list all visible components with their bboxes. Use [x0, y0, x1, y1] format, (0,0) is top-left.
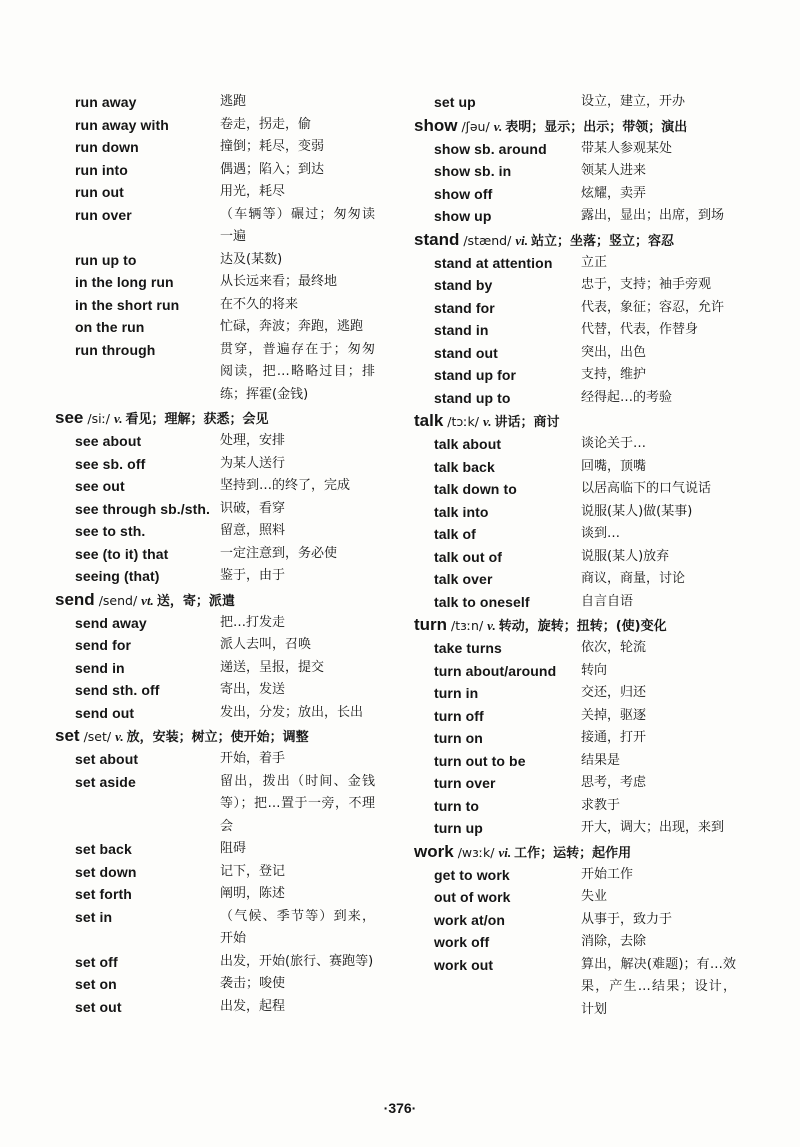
phrase-meaning: 用光，耗尽 [220, 184, 286, 199]
headword-see [55, 406, 385, 430]
page-number: ·376· [383, 1100, 417, 1116]
phrase-entry [414, 660, 754, 683]
headword-definition: 工作；运转；起作用 [514, 845, 632, 861]
headword-definition: 看见；理解；获悉；会见 [125, 412, 269, 427]
phrase-text: send out [75, 704, 135, 721]
phrase-meaning: 一定注意到，务必使 [220, 545, 338, 561]
phrase-meaning: 思考，考虑 [581, 775, 647, 790]
phonetic: /send/ [98, 592, 138, 608]
phrase-entry [414, 523, 754, 546]
phrase-entry [55, 612, 385, 635]
phrase-meaning: 立正 [581, 254, 608, 270]
phrase-text: send for [75, 637, 132, 653]
phrase-entry [55, 861, 385, 884]
phrase-meaning: 结果是 [581, 752, 621, 768]
phrase-text: set back [75, 841, 132, 857]
phrase-meaning: 忙碌，奔波；奔跑，逃跑 [220, 319, 364, 334]
phrase-text: talk into [434, 503, 489, 520]
phrase-meaning: 代表，象征；容忍，允许 [581, 299, 725, 315]
phrase-meaning: 代替，代表，作替身 [581, 322, 699, 337]
phrase-meaning: 设立，建立，开办 [581, 94, 686, 109]
phrase-text: set off [75, 953, 118, 970]
phrase-entry [55, 771, 385, 839]
headword: talk [414, 411, 444, 430]
phrase-entry [55, 838, 385, 861]
phrase-meaning: 偶遇；陷入；到达 [220, 161, 325, 177]
phrase-meaning: 把…打发走 [220, 614, 286, 630]
phrase-meaning: （气候、季节等）到来，开始 [220, 908, 375, 946]
phrase-text: show sb. in [434, 163, 512, 179]
phrase-entry [414, 637, 754, 660]
left-column [55, 91, 385, 1018]
headword: work [414, 841, 454, 861]
phrase-meaning: 回嘴，顶嘴 [581, 458, 647, 474]
phrase-entry [55, 181, 385, 204]
phrase-text: turn about/around [434, 662, 557, 679]
phrase-text: stand up for [434, 367, 517, 383]
phrase-text: see through sb./sth. [75, 500, 211, 517]
phrase-meaning: 鉴于，由于 [220, 568, 286, 583]
part-of-speech: v. [114, 411, 123, 426]
phrase-text: talk to oneself [434, 593, 530, 610]
phrase-entry [414, 591, 754, 614]
phrase-text: set up [434, 94, 476, 110]
phrase-text: set in [75, 908, 113, 925]
phrase-entry [414, 501, 754, 524]
phrase-entry [414, 160, 754, 183]
phrase-entry [414, 478, 754, 501]
phrase-entry [414, 682, 754, 705]
phrase-entry [55, 520, 385, 543]
headword: stand [414, 229, 460, 249]
phonetic: /tɜːn/ [451, 618, 484, 633]
phrase-entry [55, 316, 385, 339]
phrase-text: run out [75, 184, 124, 200]
phrase-entry [55, 679, 385, 702]
phrase-meaning: 支持，维护 [581, 367, 647, 382]
phrase-text: see out [75, 478, 125, 494]
part-of-speech: vt. [141, 592, 154, 608]
phrase-text: talk over [434, 571, 493, 587]
phrase-text: send away [75, 614, 147, 631]
phrase-meaning: 自言自语 [581, 593, 634, 609]
phrase-meaning: 开始，着手 [220, 751, 286, 766]
phrase-text: see sb. off [75, 455, 146, 472]
part-of-speech: vi. [515, 232, 528, 248]
phrase-entry [414, 387, 754, 410]
headword-definition: 讲话；商讨 [494, 415, 560, 430]
phrase-entry [414, 909, 754, 932]
phrase-text: in the long run [75, 274, 174, 290]
headword-turn [414, 613, 754, 637]
phrase-entry [55, 159, 385, 182]
phrase-text: show off [434, 185, 493, 202]
phrase-text: out of work [434, 889, 511, 905]
phrase-meaning: 关掉，驱逐 [581, 707, 647, 723]
phrase-meaning: 识破，看穿 [220, 500, 286, 516]
phrase-meaning: 转向 [581, 662, 608, 678]
phrase-text: run through [75, 341, 156, 358]
phrase-text: send sth. off [75, 682, 160, 698]
phonetic: /tɔːk/ [447, 414, 479, 429]
phrase-entry [414, 252, 754, 275]
phrase-meaning: 算出，解决(难题)；有…效果，产生…结果；设计，计划 [581, 956, 736, 1017]
phrase-text: seeing (that) [75, 568, 160, 584]
phrase-text: turn out to be [434, 752, 526, 769]
phrase-meaning: 撞倒；耗尽，变弱 [220, 139, 325, 154]
phrase-entry [55, 453, 385, 476]
headword-send [55, 588, 385, 612]
phrase-meaning: 袭击；唆使 [220, 976, 286, 991]
phonetic: /wɜːk/ [457, 844, 495, 860]
phonetic: /stænd/ [463, 232, 512, 248]
phrase-entry [414, 795, 754, 818]
phrase-entry [55, 339, 385, 407]
phrase-text: show sb. around [434, 140, 547, 157]
phrase-entry [55, 294, 385, 317]
phrase-meaning: 求教于 [581, 797, 621, 813]
phrase-text: on the run [75, 319, 145, 335]
phrase-meaning: 卷走，拐走，偷 [220, 116, 312, 132]
headword: show [414, 115, 458, 135]
phrase-meaning: 达及(某数) [220, 251, 283, 267]
headword-set [55, 724, 385, 748]
phrase-entry [414, 205, 754, 228]
phrase-entry [55, 543, 385, 566]
headword-definition: 转动，旋转；扭转；(使)变化 [498, 619, 667, 634]
phrase-entry [414, 91, 754, 114]
phrase-text: work at/on [434, 911, 506, 928]
phrase-meaning: 出发，开始(旅行、赛跑等) [220, 953, 374, 969]
phrase-text: set aside [75, 773, 136, 790]
phrase-meaning: 商议，商量，讨论 [581, 571, 686, 586]
phrase-entry [414, 817, 754, 840]
phrase-text: set down [75, 863, 137, 880]
phrase-entry [414, 183, 754, 206]
phrase-meaning: 贯穿，普遍存在于；匆匆阅读，把…略略过目；排练；挥霍(金钱) [220, 341, 375, 402]
phrase-text: turn over [434, 775, 496, 791]
phrase-meaning: 开大，调大；出现，来到 [581, 820, 725, 835]
phrase-text: stand in [434, 322, 489, 338]
phrase-meaning: 说服(某人)放弃 [581, 548, 670, 564]
phrase-entry [55, 883, 385, 906]
part-of-speech: v. [115, 729, 124, 744]
phrase-meaning: 领某人进来 [581, 163, 647, 178]
phrase-text: take turns [434, 640, 502, 656]
phrase-meaning: 露出，显出；出席，到场 [581, 208, 725, 223]
headword: send [55, 589, 95, 609]
phrase-text: run into [75, 161, 128, 178]
phrase-entry [55, 951, 385, 974]
phrase-meaning: 带某人参观某处 [581, 140, 673, 156]
phrase-meaning: 发出，分发；放出，长出 [220, 704, 364, 720]
phrase-text: turn up [434, 820, 483, 836]
phrase-meaning: 逃跑 [220, 94, 247, 109]
headword-work [414, 840, 754, 864]
phrase-text: turn in [434, 685, 479, 701]
phrase-text: talk about [434, 436, 502, 452]
phrase-meaning: 忠于，支持；袖手旁观 [581, 277, 712, 292]
phrase-entry [55, 271, 385, 294]
phrase-entry [414, 727, 754, 750]
phrase-text: run away [75, 94, 137, 110]
phrase-meaning: 递送，呈报，提交 [220, 659, 325, 675]
phrase-text: see to sth. [75, 523, 146, 539]
part-of-speech: v. [493, 118, 503, 134]
phrase-entry [55, 430, 385, 453]
phrase-text: talk of [434, 526, 476, 542]
phrase-text: stand for [434, 299, 495, 316]
phrase-text: set forth [75, 886, 132, 902]
phrase-text: see about [75, 433, 142, 449]
phrase-entry [414, 864, 754, 887]
phrase-meaning: 依次，轮流 [581, 640, 647, 655]
phrase-entry [55, 996, 385, 1019]
phrase-meaning: 为某人送行 [220, 455, 286, 471]
part-of-speech: v. [487, 618, 496, 633]
phrase-entry [414, 931, 754, 954]
phrase-entry [414, 319, 754, 342]
phrase-text: send in [75, 659, 125, 676]
phrase-text: talk out of [434, 548, 502, 565]
phrase-text: run over [75, 206, 132, 223]
phrase-entry [55, 657, 385, 680]
phrase-entry [414, 886, 754, 909]
phrase-meaning: 开始工作 [581, 866, 634, 882]
phrase-entry [414, 433, 754, 456]
phrase-text: stand by [434, 277, 493, 293]
phrase-meaning: 记下，登记 [220, 863, 286, 879]
phrase-meaning: 从长远来看；最终地 [220, 274, 338, 289]
headword: set [55, 726, 80, 745]
phrase-entry [414, 954, 754, 1022]
phrase-meaning: 谈论关于… [581, 436, 647, 451]
phrase-text: set about [75, 751, 139, 767]
phrase-meaning: 留出，拨出（时间、金钱等）；把…置于一旁，不理会 [220, 773, 375, 834]
phrase-entry [414, 138, 754, 161]
headword-definition: 站立；坐落；竖立；容忍 [530, 233, 674, 249]
phrase-text: get to work [434, 866, 510, 883]
headword-show [414, 114, 754, 138]
headword: turn [414, 615, 448, 634]
phrase-meaning: 派人去叫，召唤 [220, 637, 312, 652]
phrase-meaning: 炫耀，卖弄 [581, 185, 647, 201]
phrase-meaning: 突出，出色 [581, 344, 647, 360]
phrase-meaning: 处理，安排 [220, 433, 286, 448]
phrase-text: run down [75, 139, 139, 155]
phrase-text: stand up to [434, 389, 511, 406]
phrase-entry [414, 546, 754, 569]
phonetic: /ʃəu/ [461, 118, 490, 134]
phrase-entry [414, 456, 754, 479]
phrase-meaning: 接通，打开 [581, 730, 647, 745]
headword-definition: 送，寄；派遣 [156, 593, 235, 609]
phrase-text: run up to [75, 251, 137, 268]
phrase-meaning: 说服(某人)做(某事) [581, 503, 693, 519]
phrase-text: talk back [434, 458, 495, 475]
phrase-text: show up [434, 208, 492, 224]
headword-talk [414, 409, 754, 433]
phrase-entry [55, 634, 385, 657]
phrase-meaning: 消除，去除 [581, 934, 647, 949]
phrase-text: turn on [434, 730, 483, 746]
phrase-entry [55, 249, 385, 272]
phrase-meaning: 阐明，陈述 [220, 886, 286, 901]
phrase-entry [414, 772, 754, 795]
phrase-entry [55, 748, 385, 771]
headword-stand [414, 228, 754, 252]
phrase-entry [414, 297, 754, 320]
phrase-entry [414, 705, 754, 728]
phrase-entry [414, 342, 754, 365]
phrase-text: stand out [434, 344, 498, 361]
phrase-meaning: 谈到… [581, 526, 621, 541]
phrase-meaning: 阻碍 [220, 841, 247, 856]
phrase-text: run away with [75, 116, 169, 133]
phrase-entry [414, 274, 754, 297]
headword-definition: 表明；显示；出示；带领；演出 [505, 119, 688, 135]
phrase-entry [55, 565, 385, 588]
phrase-text: set on [75, 976, 117, 992]
phrase-text: see (to it) that [75, 545, 169, 562]
phrase-entry [55, 91, 385, 114]
phrase-entry [55, 475, 385, 498]
phrase-text: turn off [434, 707, 484, 724]
phrase-entry [55, 204, 385, 249]
part-of-speech: v. [482, 414, 492, 429]
headword: see [55, 408, 84, 427]
phrase-entry [55, 906, 385, 951]
phrase-meaning: 坚持到…的终了，完成 [220, 478, 351, 493]
phrase-meaning: 经得起…的考验 [581, 389, 673, 405]
phrase-meaning: 交还，归还 [581, 685, 647, 700]
phonetic: /siː/ [87, 411, 110, 426]
phrase-entry [55, 973, 385, 996]
phrase-entry [414, 750, 754, 773]
phrase-meaning: 以居高临下的口气说话 [581, 481, 712, 496]
phrase-text: stand at attention [434, 254, 553, 271]
phrase-entry [55, 702, 385, 725]
phrase-meaning: （车辆等）碾过；匆匆读一遍 [220, 206, 375, 244]
phrase-entry [55, 114, 385, 137]
phrase-text: in the short run [75, 296, 180, 313]
phrase-entry [55, 136, 385, 159]
phrase-meaning: 在不久的将来 [220, 296, 299, 312]
phonetic: /set/ [83, 729, 112, 744]
headword-definition: 放，安装；树立；使开始；调整 [126, 730, 309, 745]
phrase-meaning: 从事于，致力于 [581, 911, 673, 927]
phrase-meaning: 寄出，发送 [220, 682, 286, 697]
phrase-meaning: 出发，起程 [220, 998, 286, 1014]
phrase-entry [414, 568, 754, 591]
phrase-text: turn to [434, 797, 480, 814]
part-of-speech: vi. [498, 844, 512, 860]
phrase-text: talk down to [434, 481, 517, 497]
phrase-text: work off [434, 934, 490, 950]
phrase-text: set out [75, 998, 122, 1015]
phrase-entry [414, 364, 754, 387]
phrase-meaning: 留意，照料 [220, 523, 286, 538]
phrase-text: work out [434, 956, 494, 973]
phrase-entry [55, 498, 385, 521]
right-column [414, 91, 754, 1021]
phrase-meaning: 失业 [581, 889, 608, 904]
